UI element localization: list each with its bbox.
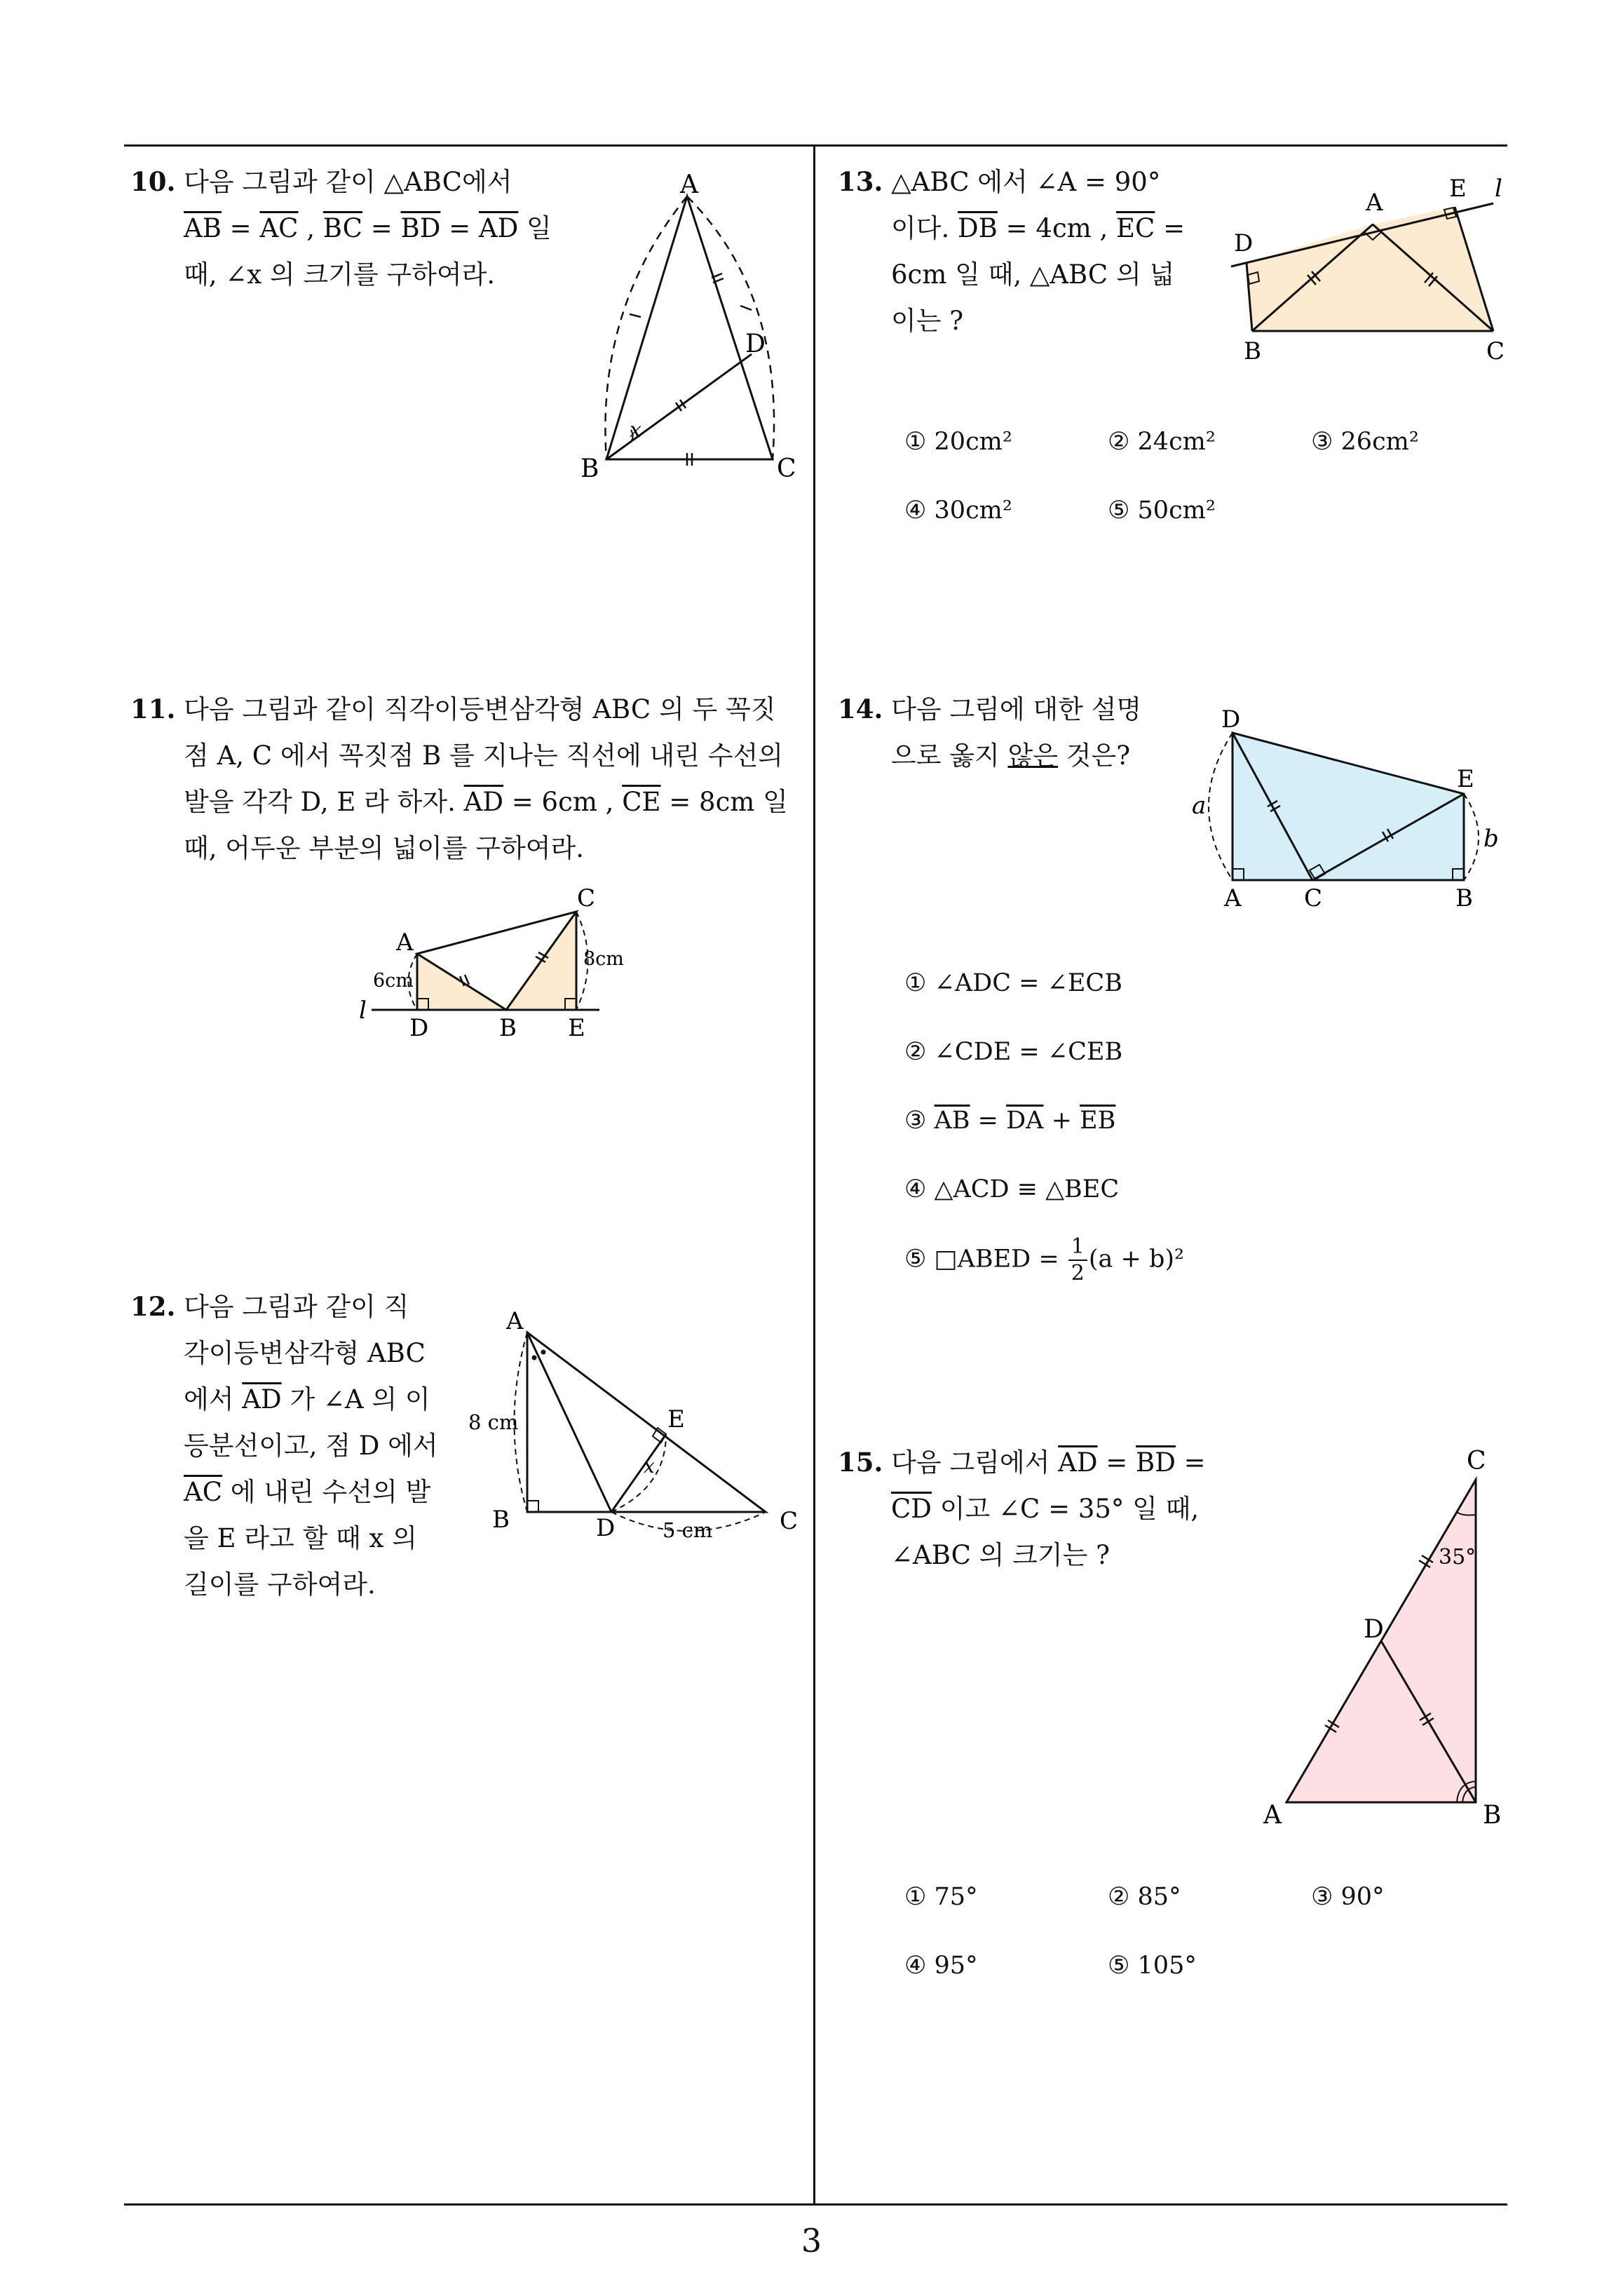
- figure-q10: [575, 168, 806, 491]
- choice-mark: ④: [904, 1175, 927, 1203]
- label-a: A: [1224, 884, 1242, 912]
- question-text: 발을 각각 D, E 라 하자.: [184, 787, 464, 817]
- figure-q13: [1213, 168, 1507, 372]
- question-text: 6cm 일 때, △ABC 의 넓: [891, 259, 1175, 290]
- choice-2[interactable]: [904, 1038, 1122, 1066]
- choice-4[interactable]: [904, 1952, 978, 1980]
- question-14: [838, 686, 1202, 779]
- label-5cm: 5 cm: [663, 1518, 713, 1542]
- label-l: l: [1495, 175, 1502, 203]
- label-b: B: [1483, 1801, 1502, 1830]
- label-e: E: [667, 1405, 685, 1433]
- choice-text: 105°: [1137, 1952, 1197, 1980]
- question-number: 10.: [130, 166, 176, 197]
- question-text: = 6cm ,: [503, 787, 623, 817]
- equals: =: [221, 213, 260, 243]
- choice-text: 75°: [934, 1883, 978, 1911]
- choice-mark: ④: [904, 497, 927, 525]
- label-x: x: [644, 1454, 655, 1478]
- choice-3[interactable]: [1311, 428, 1419, 456]
- question-15: [838, 1439, 1258, 1579]
- equals: =: [1097, 1447, 1136, 1478]
- question-number: 11.: [130, 694, 176, 724]
- segment-ec: $\overline{EC}$: [1116, 213, 1155, 243]
- denominator: 2: [1071, 1261, 1085, 1285]
- question-text: 다음 그림에 대한 설명: [891, 694, 1142, 724]
- label-b: B: [580, 454, 599, 483]
- question-text: 에 내린 수선의 발: [222, 1477, 431, 1507]
- choice-text: 90°: [1340, 1883, 1385, 1911]
- choice-1[interactable]: [904, 969, 1122, 997]
- label-a-length: a: [1192, 792, 1207, 820]
- choice-2[interactable]: [1108, 1883, 1181, 1911]
- choice-text: (a + b)²: [1088, 1245, 1185, 1274]
- label-l: l: [359, 997, 367, 1025]
- choice-text: 30cm²: [934, 497, 1012, 525]
- label-b: B: [499, 1014, 517, 1042]
- figure-q11: [351, 884, 645, 1045]
- label-d: D: [1364, 1615, 1384, 1644]
- label-a: A: [396, 928, 414, 957]
- question-number: 12.: [130, 1291, 176, 1322]
- choice-text: 24cm²: [1137, 428, 1216, 456]
- question-text: 다음 그림에서: [891, 1447, 1059, 1478]
- choice-mark: ①: [904, 428, 927, 456]
- choice-1[interactable]: [904, 428, 1012, 456]
- choice-2[interactable]: [1108, 428, 1216, 456]
- label-6cm: 6cm: [373, 970, 414, 992]
- question-text: 각이등변삼각형 ABC: [184, 1338, 426, 1368]
- choice-1[interactable]: [904, 1883, 978, 1911]
- figure-q12: [463, 1304, 813, 1557]
- question-number: 13.: [838, 166, 883, 197]
- figure-q14: [1185, 701, 1507, 926]
- column-divider: [813, 144, 815, 2205]
- choice-4[interactable]: [904, 497, 1012, 525]
- label-angle-35: 35°: [1439, 1545, 1476, 1569]
- question-text: △ABC 에서 ∠A = 90°: [891, 167, 1161, 197]
- choice-mark: ③: [904, 1107, 927, 1135]
- segment-bc: $\overline{BC}$: [322, 213, 362, 243]
- choice-text: 95°: [934, 1952, 978, 1980]
- equals: =: [1175, 1447, 1206, 1478]
- segment-ac: $\overline{AC}$: [184, 1477, 223, 1507]
- fraction: [1068, 1234, 1087, 1286]
- question-text: 으로 옳지: [891, 741, 1008, 771]
- label-b: B: [1244, 337, 1261, 365]
- label-d: D: [596, 1514, 616, 1542]
- question-text: 때, ∠x 의 크기를 구하여라.: [184, 259, 496, 290]
- segment-ab: $\overline{AB}$: [934, 1107, 970, 1135]
- label-x: x: [630, 418, 641, 443]
- question-text: = 4cm ,: [997, 213, 1117, 243]
- equals: =: [970, 1107, 1007, 1135]
- plus: +: [1043, 1107, 1080, 1135]
- segment-ad: $\overline{AD}$: [1058, 1447, 1098, 1478]
- label-b: B: [492, 1506, 510, 1534]
- choice-5[interactable]: [904, 1234, 1184, 1286]
- question-text: 다음 그림과 같이 직각이등변삼각형 ABC 의 두 꼭짓: [184, 694, 776, 724]
- choice-mark: ⑤: [904, 1245, 927, 1274]
- segment-ad: $\overline{AD}$: [463, 787, 504, 817]
- label-c: C: [1467, 1447, 1486, 1475]
- segment-cd: $\overline{CD}$: [891, 1494, 932, 1524]
- label-a: A: [1366, 189, 1383, 217]
- label-c: C: [577, 884, 596, 912]
- choice-mark: ⑤: [1108, 497, 1130, 525]
- top-rule: [124, 144, 1507, 147]
- choice-mark: ②: [1108, 428, 1130, 456]
- choice-text: △ACD ≡ △BEC: [934, 1175, 1120, 1203]
- question-13: [838, 158, 1202, 344]
- choice-text: 20cm²: [934, 428, 1012, 456]
- label-e: E: [568, 1014, 585, 1042]
- label-e: E: [1449, 175, 1467, 203]
- segment-ad: $\overline{AD}$: [242, 1384, 282, 1414]
- question-text: 이는 ?: [891, 306, 964, 336]
- label-d: D: [1221, 705, 1241, 734]
- page-number: 3: [801, 2222, 822, 2260]
- question-text: 다음 그림과 같이 △ABC에서: [184, 167, 512, 197]
- choice-mark: ②: [904, 1038, 927, 1066]
- choice-text: 85°: [1137, 1883, 1181, 1911]
- question-text: 가 ∠A 의 이: [281, 1384, 430, 1414]
- segment-bd: $\overline{BD}$: [400, 213, 441, 243]
- choice-5[interactable]: [1108, 1952, 1197, 1980]
- label-a: A: [506, 1307, 524, 1335]
- question-10: [130, 158, 579, 298]
- choice-4[interactable]: [904, 1175, 1119, 1203]
- choice-text: ∠CDE = ∠CEB: [934, 1038, 1123, 1066]
- question-text: 길이를 구하여라.: [184, 1569, 376, 1600]
- choice-mark: ①: [904, 969, 927, 997]
- label-e: E: [1457, 765, 1474, 793]
- question-text: 점 A, C 에서 꼭짓점 B 를 지나는 직선에 내린 수선의: [184, 741, 783, 771]
- segment-ad: $\overline{AD}$: [478, 213, 519, 243]
- numerator: 1: [1068, 1234, 1087, 1261]
- equals: =: [440, 213, 479, 243]
- label-a: A: [1263, 1801, 1282, 1830]
- choice-mark: ①: [904, 1883, 927, 1911]
- choice-text: 50cm²: [1137, 497, 1216, 525]
- question-number: 14.: [838, 694, 883, 724]
- label-d: D: [745, 330, 766, 358]
- choice-text: ∠ADC = ∠ECB: [934, 969, 1122, 997]
- question-11: [130, 686, 810, 872]
- choice-mark: ③: [1311, 1883, 1333, 1911]
- label-c: C: [777, 454, 796, 483]
- choice-mark: ③: [1311, 428, 1333, 456]
- choice-3[interactable]: [1311, 1883, 1385, 1911]
- question-text: 다음 그림과 같이 직: [184, 1292, 409, 1322]
- choice-3[interactable]: [904, 1107, 1115, 1135]
- segment-ac: $\overline{AC}$: [259, 213, 299, 243]
- label-a: A: [680, 170, 698, 199]
- segment-ce: $\overline{CE}$: [622, 787, 661, 817]
- label-8cm: 8cm: [583, 948, 624, 970]
- choice-mark: ④: [904, 1952, 927, 1980]
- question-text: 때, 어두운 부분의 넓이를 구하여라.: [184, 833, 584, 863]
- figure-q15: [1248, 1445, 1507, 1837]
- question-text: ∠ABC 의 크기는 ?: [891, 1540, 1110, 1570]
- separator: ,: [298, 213, 323, 243]
- question-text: 것은?: [1057, 741, 1131, 771]
- question-12: [130, 1283, 481, 1608]
- choice-5[interactable]: [1108, 497, 1216, 525]
- emphasis-text: 않은: [1007, 741, 1058, 771]
- label-8cm: 8 cm: [468, 1410, 519, 1434]
- bottom-rule: [124, 2203, 1507, 2206]
- label-d: D: [409, 1014, 429, 1042]
- label-d: D: [1234, 229, 1254, 257]
- choice-text: 26cm²: [1340, 428, 1419, 456]
- question-text: 이고 ∠C = 35° 일 때,: [931, 1494, 1200, 1524]
- label-b-length: b: [1483, 825, 1499, 853]
- label-c: C: [1304, 884, 1323, 912]
- choice-mark: ②: [1108, 1883, 1130, 1911]
- equals: =: [362, 213, 401, 243]
- question-text: 등분선이고, 점 D 에서: [184, 1431, 438, 1461]
- segment-bd: $\overline{BD}$: [1136, 1447, 1176, 1478]
- label-c: C: [780, 1507, 799, 1535]
- question-text: 을 E 라고 할 때 x 의: [184, 1523, 417, 1553]
- segment-da: $\overline{DA}$: [1006, 1107, 1044, 1135]
- label-c: C: [1486, 337, 1505, 365]
- question-number: 15.: [838, 1447, 883, 1478]
- question-text: = 8cm 일: [660, 787, 788, 817]
- choice-text: □ABED =: [934, 1245, 1067, 1274]
- label-b: B: [1455, 884, 1473, 912]
- segment-ab: $\overline{AB}$: [184, 213, 222, 243]
- segment-db: $\overline{DB}$: [958, 213, 998, 243]
- choice-mark: ⑤: [1108, 1952, 1130, 1980]
- question-text: 에서: [184, 1384, 243, 1414]
- question-text: =: [1155, 213, 1186, 243]
- question-text: 일: [518, 213, 552, 243]
- question-text: 이다.: [891, 213, 958, 243]
- segment-eb: $\overline{EB}$: [1080, 1107, 1116, 1135]
